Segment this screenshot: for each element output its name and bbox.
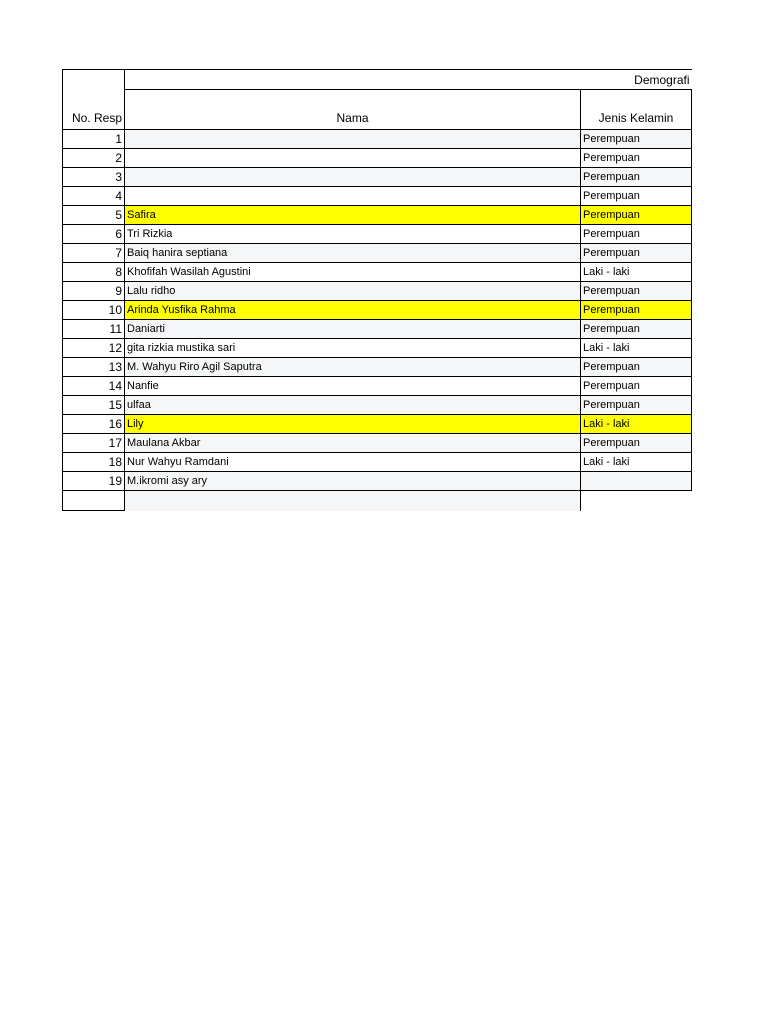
cell-no-resp[interactable]: 15 <box>63 396 125 415</box>
cell-nama[interactable]: M. Wahyu Riro Agil Saputra <box>125 358 581 377</box>
table-row <box>63 282 692 301</box>
cell-jenis-kelamin[interactable]: Perempuan <box>581 282 692 301</box>
table-row <box>63 415 692 434</box>
cell-jenis-kelamin[interactable]: Perempuan <box>581 168 692 187</box>
cell-nama[interactable] <box>125 168 581 187</box>
table-row <box>63 187 692 206</box>
cell-jenis-kelamin[interactable] <box>581 491 692 511</box>
cell-nama[interactable]: Khofifah Wasilah Agustini <box>125 263 581 282</box>
cell-no-resp[interactable]: 3 <box>63 168 125 187</box>
table-row <box>63 358 692 377</box>
cell-no-resp[interactable]: 13 <box>63 358 125 377</box>
cell-nama[interactable] <box>125 187 581 206</box>
table-row <box>63 453 692 472</box>
cell-nama[interactable]: Nanfie <box>125 377 581 396</box>
cell-jenis-kelamin[interactable]: Laki - laki <box>581 453 692 472</box>
table-row <box>63 320 692 339</box>
cell-nama[interactable]: Tri Rizkia <box>125 225 581 244</box>
cell-no-resp[interactable]: 1 <box>63 130 125 149</box>
cell-nama[interactable]: Maulana Akbar <box>125 434 581 453</box>
cell-jenis-kelamin[interactable]: Perempuan <box>581 301 692 320</box>
cell-nama[interactable]: Arinda Yusfika Rahma <box>125 301 581 320</box>
cell-jenis-kelamin[interactable]: Laki - laki <box>581 263 692 282</box>
cell-jenis-kelamin[interactable]: Perempuan <box>581 244 692 263</box>
table-row <box>63 244 692 263</box>
cell-nama[interactable] <box>125 149 581 168</box>
table-row <box>63 434 692 453</box>
table-row <box>63 472 692 491</box>
cell-jenis-kelamin[interactable]: Perempuan <box>581 206 692 225</box>
cell-no-resp[interactable]: 4 <box>63 187 125 206</box>
cell-nama[interactable]: Daniarti <box>125 320 581 339</box>
table-row <box>63 225 692 244</box>
cell-no-resp[interactable]: 5 <box>63 206 125 225</box>
table-row <box>63 149 692 168</box>
cell-jenis-kelamin[interactable]: Perempuan <box>581 434 692 453</box>
cell-no-resp[interactable]: 18 <box>63 453 125 472</box>
header-row <box>63 90 692 130</box>
cell-jenis-kelamin[interactable]: Perempuan <box>581 149 692 168</box>
cell-jenis-kelamin[interactable]: Perempuan <box>581 377 692 396</box>
header-jenis-kelamin[interactable]: Jenis Kelamin <box>581 90 692 130</box>
cell-no-resp[interactable]: 10 <box>63 301 125 320</box>
cell-no-resp[interactable]: 2 <box>63 149 125 168</box>
table-row <box>63 168 692 187</box>
table-row <box>63 206 692 225</box>
empty-row <box>63 491 692 511</box>
table-row <box>63 377 692 396</box>
cell-nama[interactable]: Lalu ridho <box>125 282 581 301</box>
header-nama[interactable]: Nama <box>125 90 581 130</box>
cell-jenis-kelamin[interactable]: Laki - laki <box>581 415 692 434</box>
cell-nama[interactable]: Lily <box>125 415 581 434</box>
cell-no-resp[interactable]: 11 <box>63 320 125 339</box>
header-group-row <box>63 70 692 90</box>
table-row <box>63 301 692 320</box>
cell-jenis-kelamin[interactable]: Laki - laki <box>581 339 692 358</box>
cell-nama[interactable] <box>125 130 581 149</box>
table-row <box>63 263 692 282</box>
spreadsheet-page <box>62 69 691 511</box>
cell-no-resp[interactable]: 14 <box>63 377 125 396</box>
header-no-resp[interactable]: No. Resp <box>63 70 125 130</box>
cell-jenis-kelamin[interactable]: Perempuan <box>581 187 692 206</box>
table-row <box>63 339 692 358</box>
cell-no-resp[interactable] <box>63 491 125 511</box>
cell-no-resp[interactable]: 6 <box>63 225 125 244</box>
cell-no-resp[interactable]: 16 <box>63 415 125 434</box>
table-row <box>63 396 692 415</box>
demografi-table <box>62 69 692 511</box>
cell-jenis-kelamin[interactable]: Perempuan <box>581 130 692 149</box>
header-demografi[interactable]: Demografi <box>125 70 692 90</box>
cell-nama[interactable]: Safira <box>125 206 581 225</box>
cell-nama[interactable]: ulfaa <box>125 396 581 415</box>
table-row <box>63 130 692 149</box>
cell-nama[interactable]: Baiq hanira septiana <box>125 244 581 263</box>
cell-jenis-kelamin[interactable] <box>581 472 692 491</box>
cell-no-resp[interactable]: 7 <box>63 244 125 263</box>
cell-nama[interactable]: Nur Wahyu Ramdani <box>125 453 581 472</box>
cell-no-resp[interactable]: 8 <box>63 263 125 282</box>
cell-nama[interactable]: gita rizkia mustika sari <box>125 339 581 358</box>
cell-no-resp[interactable]: 19 <box>63 472 125 491</box>
cell-no-resp[interactable]: 12 <box>63 339 125 358</box>
cell-jenis-kelamin[interactable]: Perempuan <box>581 396 692 415</box>
cell-nama[interactable]: M.ikromi asy ary <box>125 472 581 491</box>
cell-no-resp[interactable]: 9 <box>63 282 125 301</box>
cell-jenis-kelamin[interactable]: Perempuan <box>581 358 692 377</box>
cell-nama[interactable] <box>125 491 581 511</box>
cell-jenis-kelamin[interactable]: Perempuan <box>581 225 692 244</box>
cell-no-resp[interactable]: 17 <box>63 434 125 453</box>
cell-jenis-kelamin[interactable]: Perempuan <box>581 320 692 339</box>
